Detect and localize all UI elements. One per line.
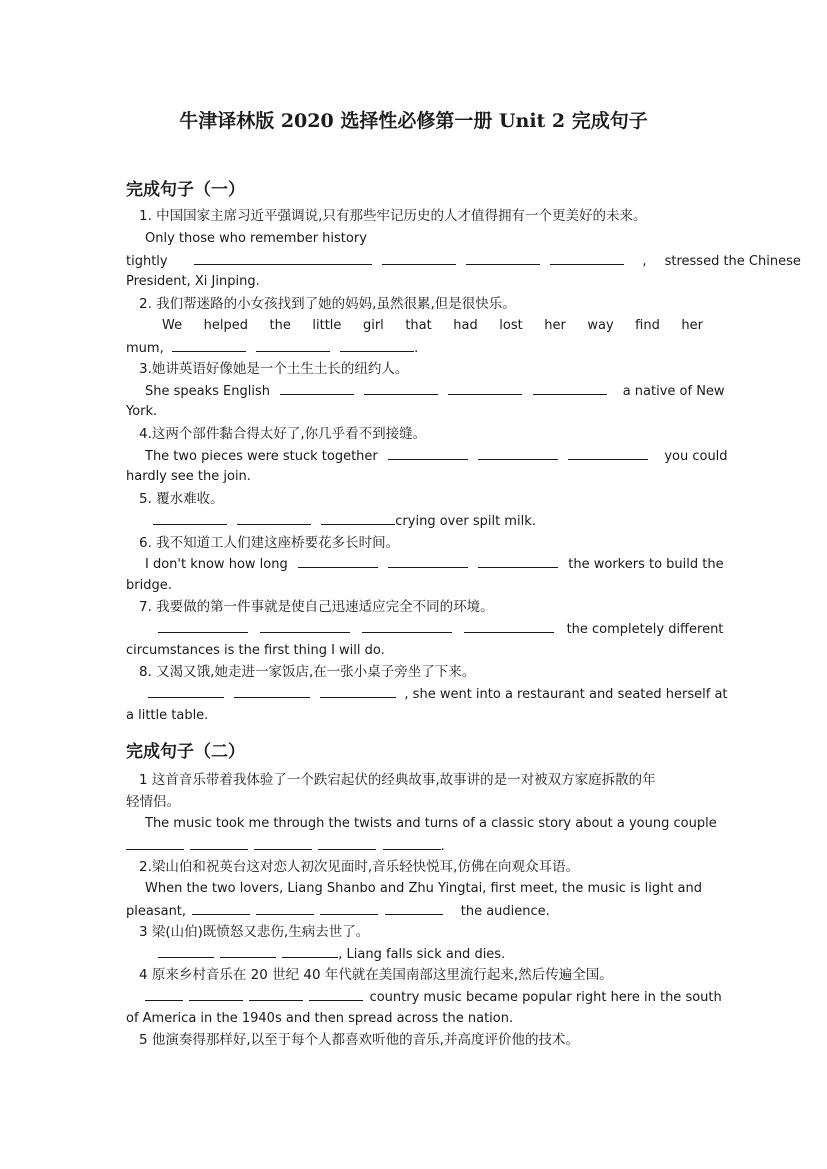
q2-english-line1 (162, 318, 703, 334)
s2q3-english-line1 (158, 946, 505, 963)
q3-english-line2: York. (126, 404, 158, 419)
q5-english-line1 (153, 513, 536, 530)
q2-period: . (414, 341, 419, 356)
s2q2-blank-4[interactable] (385, 903, 443, 915)
s2q4-chinese: 4 原来乡村音乐在 20 世纪 40 年代就在美国南部这里流行起来,然后传遍全国。 (139, 967, 613, 983)
s2q3-chinese: 3 梁(山伯)既愤怒又悲伤,生病去世了。 (139, 924, 370, 940)
q1-blank-1[interactable] (194, 253, 372, 265)
s2q4-english-line2: of America in the 1940s and then spread across the nation. (126, 1011, 514, 1026)
q5-chinese: 5. 覆水难收。 (139, 491, 224, 507)
q8-english-line1 (148, 686, 728, 703)
q1-english-line1: Only those who remember history (145, 231, 367, 246)
q7-english-line2: circumstances is the first thing I will do. (126, 643, 385, 658)
q4-blank-2[interactable] (478, 448, 558, 460)
q4-blank-3[interactable] (568, 448, 648, 460)
s2q4-blank-1[interactable] (145, 989, 183, 1001)
q6-english-line2: bridge. (126, 578, 172, 593)
q6-chinese: 6. 我不知道工人们建这座桥要花多长时间。 (139, 535, 400, 551)
q5-blank-3[interactable] (321, 513, 395, 525)
s2q1-period: . (440, 839, 445, 854)
q7-tail: the completely different (566, 622, 724, 637)
q4-lead: The two pieces were stuck together (145, 449, 378, 464)
q7-blank-4[interactable] (464, 621, 554, 633)
s2q2-english-line2 (126, 903, 550, 920)
s2q1-blank-3[interactable] (254, 838, 312, 850)
q8-blank-1[interactable] (148, 686, 224, 698)
q2-blank-2[interactable] (256, 340, 330, 352)
q3-blank-1[interactable] (280, 383, 354, 395)
s2q4-blank-3[interactable] (249, 989, 303, 1001)
q2-english-line2 (126, 340, 418, 357)
q4-chinese: 4.这两个部件黏合得太好了,你几乎看不到接缝。 (139, 426, 427, 442)
s2q5-chinese: 5 他演奏得那样好,以至于每个人都喜欢听他的音乐,并高度评价他的技术。 (139, 1032, 579, 1048)
s2q4-tail: country music became popular right here in the south (369, 990, 722, 1005)
s2q1-blank-4[interactable] (318, 838, 376, 850)
s2q1-blank-2[interactable] (190, 838, 248, 850)
s2q2-blank-1[interactable] (192, 903, 250, 915)
q5-blank-1[interactable] (153, 513, 227, 525)
q2-word: helped (203, 318, 248, 333)
q6-blank-3[interactable] (478, 556, 558, 568)
s2q3-blank-2[interactable] (220, 946, 276, 958)
q2-word: way (587, 318, 614, 333)
q1-tail: stressed the Chinese (664, 254, 801, 269)
q1-english-line3: President, Xi Jinping. (126, 274, 260, 289)
s2q2-blank-3[interactable] (320, 903, 378, 915)
q6-blank-2[interactable] (388, 556, 468, 568)
q2-word: girl (362, 318, 384, 333)
q7-chinese: 7. 我要做的第一件事就是使自己迅速适应完全不同的环境。 (139, 599, 494, 615)
q6-blank-1[interactable] (298, 556, 378, 568)
q8-tail: , she went into a restaurant and seated herself at (404, 687, 728, 702)
section-heading-1: 完成句子（一） (126, 180, 245, 200)
q1-comma: , (642, 254, 647, 269)
q8-blank-3[interactable] (320, 686, 396, 698)
q2-word: find (635, 318, 660, 333)
q4-tail: you could (664, 449, 728, 464)
s2q1-blank-1[interactable] (126, 838, 184, 850)
q3-tail: a native of New (622, 384, 725, 399)
s2q3-blank-3[interactable] (282, 946, 338, 958)
q2-word: her (544, 318, 566, 333)
q2-blank-1[interactable] (172, 340, 246, 352)
s2q3-blank-1[interactable] (158, 946, 214, 958)
q3-english-line1 (145, 383, 725, 400)
q8-chinese: 8. 又渴又饿,她走进一家饭店,在一张小桌子旁坐了下来。 (139, 664, 476, 680)
q5-tail: crying over spilt milk. (395, 514, 536, 529)
s2q2-pleasant: pleasant, (126, 904, 187, 919)
q3-blank-2[interactable] (364, 383, 438, 395)
q1-blank-2[interactable] (382, 253, 456, 265)
q4-blank-1[interactable] (388, 448, 468, 460)
q1-chinese: 1. 中国国家主席习近平强调说,只有那些牢记历史的人才值得拥有一个更美好的未来。 (139, 208, 647, 224)
q2-word: the (269, 318, 291, 333)
q4-english-line1 (145, 448, 728, 465)
s2q1-chinese-line2: 轻情侣。 (126, 794, 180, 810)
section-heading-2: 完成句子（二） (126, 742, 245, 762)
q2-mum: mum, (126, 341, 164, 356)
q1-blank-3[interactable] (466, 253, 540, 265)
q7-blank-1[interactable] (158, 621, 248, 633)
q8-english-line2: a little table. (126, 708, 209, 723)
s2q2-tail: the audience. (460, 904, 550, 919)
s2q1-blank-5[interactable] (383, 838, 441, 850)
q3-blank-3[interactable] (448, 383, 522, 395)
q6-tail: the workers to build the (568, 557, 724, 572)
q8-blank-2[interactable] (234, 686, 310, 698)
q2-chinese: 2. 我们帮迷路的小女孩找到了她的妈妈,虽然很累,但是很快乐。 (139, 296, 516, 312)
q6-lead: I don't know how long (145, 557, 288, 572)
q2-word: had (453, 318, 478, 333)
page-title: 牛津译林版 2020 选择性必修第一册 Unit 2 完成句子 (179, 110, 648, 132)
q1-english-line2 (126, 253, 801, 270)
q3-chinese: 3.她讲英语好像她是一个土生土长的纽约人。 (139, 361, 409, 377)
q7-english-line1 (158, 621, 723, 638)
q3-blank-4[interactable] (533, 383, 607, 395)
s2q2-blank-2[interactable] (256, 903, 314, 915)
q3-lead: She speaks English (145, 384, 270, 399)
q7-blank-3[interactable] (362, 621, 452, 633)
q7-blank-2[interactable] (260, 621, 350, 633)
q2-word: lost (499, 318, 523, 333)
q4-english-line2: hardly see the join. (126, 469, 251, 484)
s2q4-blank-4[interactable] (309, 989, 363, 1001)
s2q1-chinese-line1: 1 这首音乐带着我体验了一个跌宕起伏的经典故事,故事讲的是一对被双方家庭拆散的年 (139, 772, 656, 788)
q2-word: little (312, 318, 342, 333)
q2-word: that (405, 318, 432, 333)
s2q2-chinese: 2.梁山伯和祝英台这对恋人初次见面时,音乐轻快悦耳,仿佛在向观众耳语。 (139, 859, 579, 875)
s2q4-english-line1 (145, 989, 722, 1006)
q6-english-line1 (145, 556, 724, 573)
s2q1-english-line2 (126, 838, 445, 855)
q2-word: We (162, 318, 183, 333)
s2q4-blank-2[interactable] (189, 989, 243, 1001)
s2q1-english-line1: The music took me through the twists and turns of a classic story about a young couple (145, 816, 717, 831)
q1-blank-4[interactable] (550, 253, 624, 265)
s2q3-tail: , Liang falls sick and dies. (338, 947, 506, 962)
q2-blank-3[interactable] (340, 340, 414, 352)
s2q2-english-line1: When the two lovers, Liang Shanbo and Zhu Yingtai, first meet, the music is light and (145, 881, 703, 896)
q1-word: tightly (126, 254, 168, 269)
q2-word: her (681, 318, 703, 333)
q5-blank-2[interactable] (237, 513, 311, 525)
